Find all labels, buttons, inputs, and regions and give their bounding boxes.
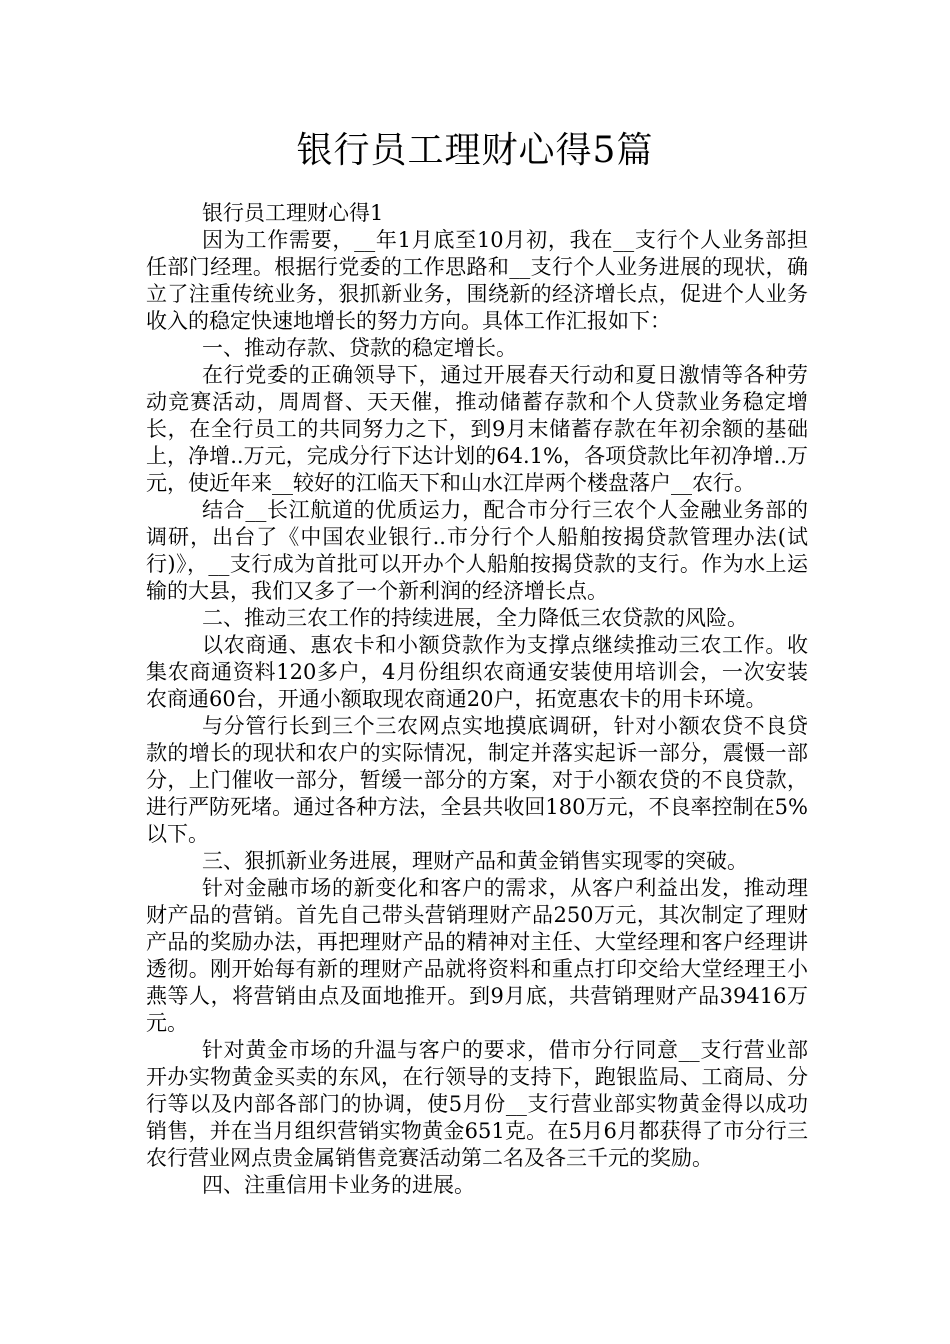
body-paragraph: 因为工作需要，__年1月底至10月初，我在__支行个人业务部担任部门经理。根据行党委的工作思路和__支行个人业务进展的现状，确立了注重传统业务，狠抓新业务，围绕新的经济增长点，促进个人业务收入的稳定快速地增长的努力方向。具体工作汇报如下： <box>146 228 808 333</box>
section-heading: 四、注重信用卡业务的进展。 <box>202 1173 475 1197</box>
document-title: 银行员工理财心得5篇 <box>296 130 654 171</box>
body-paragraph: 结合__长江航道的优质运力，配合市分行三农个人金融业务部的调研，出台了《中国农业银行..市分行个人船舶按揭贷款管理办法(试行)》，__支行成为首批可以开办个人船舶按揭贷款的支行。作为水上运输的大县，我们又多了一个新利润的经济增长点。 <box>146 498 808 603</box>
section-heading: 一、推动存款、贷款的稳定增长。 <box>202 336 517 360</box>
body-paragraph: 以农商通、惠农卡和小额贷款作为支撑点继续推动三农工作。收集农商通资料120多户，4月份组织农商通安装使用培训会，一次安装农商通60台，开通小额取现农商通20户，拓宽惠农卡的用卡环境。 <box>146 633 808 711</box>
section-heading: 银行员工理财心得1 <box>202 201 384 225</box>
document-body <box>146 200 808 1199</box>
section-heading: 三、狠抓新业务进展，理财产品和黄金销售实现零的突破。 <box>202 849 748 873</box>
body-paragraph: 在行党委的正确领导下，通过开展春天行动和夏日激情等各种劳动竞赛活动，周周督、天天催，推动储蓄存款和个人贷款业务稳定增长，在全行员工的共同努力之下，到9月末储蓄存款在年初余额的基础上，净增..万元，完成分行下达计划的64.1%，各项贷款比年初净增..万元，使近年来__较好的江临天下和山水江岸两个楼盘落户__农行。 <box>146 363 808 495</box>
body-paragraph: 与分管行长到三个三农网点实地摸底调研，针对小额农贷不良贷款的增长的现状和农户的实际情况，制定并落实起诉一部分，震慑一部分，上门催收一部分，暂缓一部分的方案，对于小额农贷的不良贷款，进行严防死堵。通过各种方法，全县共收回180万元，不良率控制在5%以下。 <box>146 714 808 846</box>
section-heading: 二、推动三农工作的持续进展，全力降低三农贷款的风险。 <box>202 606 748 630</box>
body-paragraph: 针对金融市场的新变化和客户的需求，从客户利益出发，推动理财产品的营销。首先自己带头营销理财产品250万元，其次制定了理财产品的奖励办法，再把理财产品的精神对主任、大堂经理和客户经理讲透彻。刚开始每有新的理财产品就将资料和重点打印交给大堂经理王小燕等人，将营销由点及面地推开。到9月底，共营销理财产品39416万元。 <box>146 876 808 1035</box>
body-paragraph: 针对黄金市场的升温与客户的要求，借市分行同意__支行营业部开办实物黄金买卖的东风，在行领导的支持下，跑银监局、工商局、分行等以及内部各部门的协调，使5月份__支行营业部实物黄金得以成功销售，并在当月组织营销实物黄金651克。在5月6月都获得了市分行三农行营业网点贵金属销售竞赛活动第二名及各三千元的奖励。 <box>146 1038 808 1170</box>
